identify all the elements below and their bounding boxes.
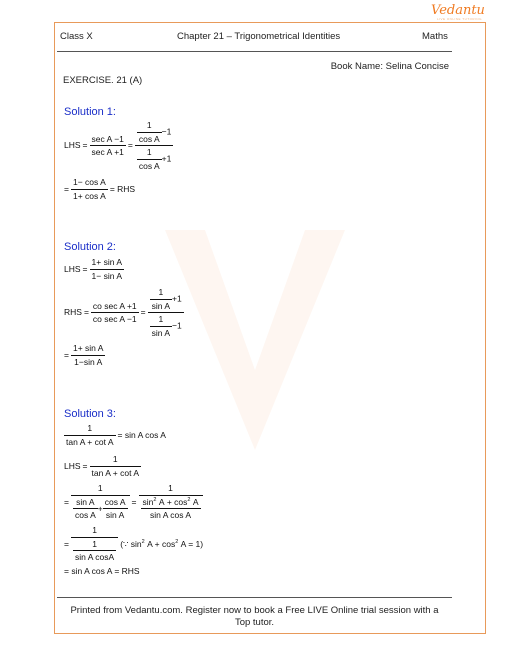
complex-fraction: $\frac{1}{\text{sin A}}$ +1 $\frac{1}{\text{sin A}}$ −1 <box>148 288 184 337</box>
solution-3-step-1: = 1 $\frac{\text{sin A}}{\text{cos A}}$ + $\frac{\text{cos A}}{\text{sin A}}$ = $\frac{1}{\frac{\sin^2 A + \cos^2 A}{\text{sin A cos A}}}$ <box>64 484 203 520</box>
solution-3-result: = sin A cos A = RHS <box>64 566 140 576</box>
footer <box>57 605 452 629</box>
header-rule <box>57 51 452 52</box>
fraction: $\frac{\text{1− cos A}}{\text{1+ cos A}}$ <box>72 177 106 201</box>
logo-text: Vedantu <box>431 3 485 18</box>
solution-2-lhs: LHS = $\frac{\text{1+ sin A}}{\text{1− sin A}}$ <box>64 257 122 281</box>
logo-tagline: LIVE ONLINE TUTORING <box>437 17 482 21</box>
complex-fraction: $\frac{1}{\text{cos A}}$ −1 $\frac{1}{\text{cos A}}$ +1 <box>135 121 174 170</box>
lhs-label: LHS <box>64 140 81 151</box>
vedantu-logo <box>431 3 493 21</box>
header-class: Class X <box>60 31 93 42</box>
solution-3-step-2: = $\frac{1}{\frac{1}{\text{sin A cosA}}}$ (∵ $\sin^2 A + \cos^2 A = 1$) <box>64 525 204 562</box>
solution-1-step-1: LHS = $\frac{\text{sec A −1}}{\text{sec A +1}}$ = $\frac{1}{\text{cos A}}$ −1 $\frac{1}{\text{cos A}}$ +1 <box>64 120 172 171</box>
footer-line-1: Printed from Vedantu.com. Register now to book a Free LIVE Online trial session with a <box>70 605 439 616</box>
footer-rule <box>57 597 452 598</box>
solution-2-rhs: RHS = $\frac{\text{co sec A +1}}{\text{co sec A −1}}$ = $\frac{1}{\text{sin A}}$ +1 $\frac{1}{\text{sin A}}$ −1 <box>64 287 182 338</box>
vedantu-watermark <box>145 220 365 460</box>
solution-3-statement: $\frac{1}{\text{tan A + cot A}}$ = sin A cos A <box>66 423 166 447</box>
header-chapter: Chapter 21 – Trigonometrical Identities <box>177 31 341 42</box>
footer-line-2: Top tutor. <box>234 617 275 628</box>
book-name: Book Name: Selina Concise <box>330 61 449 72</box>
solution-3-lhs: LHS = $\frac{1}{\text{tan A + cot A}}$ <box>64 454 140 478</box>
solution-1-step-2: = $\frac{\text{1− cos A}}{\text{1+ cos A}}$ = RHS <box>64 177 136 201</box>
header-subject: Maths <box>422 31 448 42</box>
exercise-title: EXERCISE. 21 (A) <box>63 75 143 86</box>
solution-3-title: Solution 3: <box>64 408 116 420</box>
fraction: $\frac{\text{sec A −1}}{\text{sec A +1}}$ <box>91 133 124 157</box>
solution-2-title: Solution 2: <box>64 241 116 253</box>
solution-1-title: Solution 1: <box>64 106 116 118</box>
solution-2-result: = $\frac{\text{1+ sin A}}{\text{1−sin A}}$ <box>64 343 104 367</box>
